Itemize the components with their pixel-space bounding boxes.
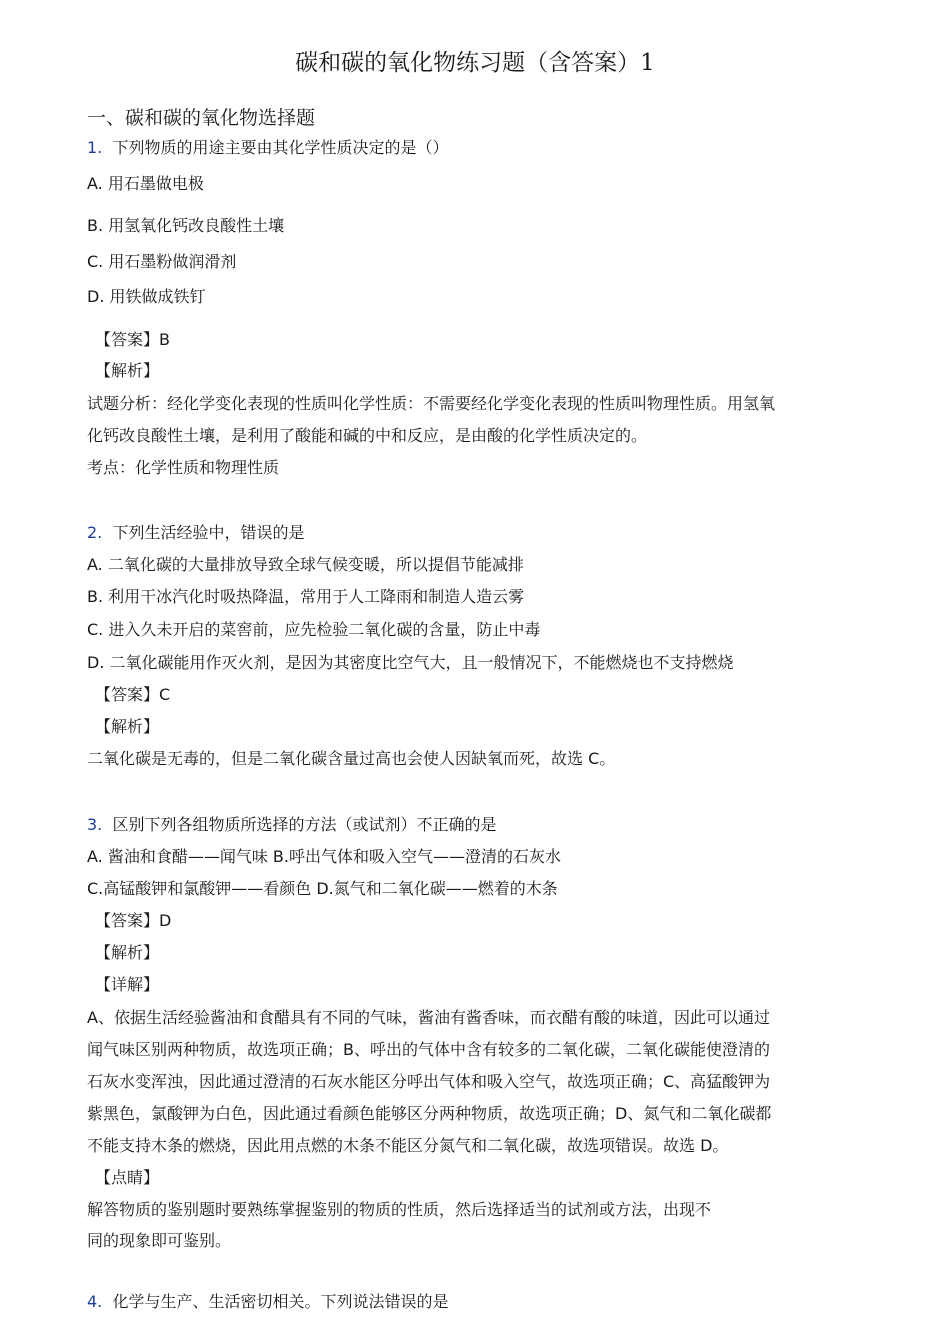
option-b: B. 用氢氧化钙改良酸性土壤 [87, 216, 285, 235]
question-stem: 化学与生产、生活密切相关。下列说法错误的是 [112, 1292, 449, 1311]
question-number: 3. [87, 815, 103, 834]
question-3 [87, 812, 496, 835]
detail-text: 紫黑色，氯酸钾为白色，因此通过看颜色能够区分两种物质，故选项正确；D、氮气和二氧化碳都 [87, 1104, 772, 1123]
analysis-text: 二氧化碳是无毒的，但是二氧化碳含量过高也会使人因缺氧而死，故选 C。 [87, 749, 616, 768]
detail-text: 不能支持木条的燃烧，因此用点燃的木条不能区分氮气和二氧化碳，故选项错误。故选 D。 [87, 1136, 729, 1155]
option-a: A. 用石墨做电极 [87, 174, 204, 193]
tip-text: 解答物质的鉴别题时要熟练掌握鉴别的物质的性质，然后选择适当的试剂或方法，出现不 [87, 1200, 712, 1219]
analysis-text: 考点：化学性质和物理性质 [87, 458, 280, 477]
answer-label: 【答案】D [95, 911, 172, 930]
option-c: C. 用石墨粉做润滑剂 [87, 252, 237, 271]
option-a: A. 二氧化碳的大量排放导致全球气候变暖，所以提倡节能减排 [87, 555, 524, 574]
analysis-text: 化钙改良酸性土壤，是利用了酸能和碱的中和反应，是由酸的化学性质决定的。 [87, 426, 648, 445]
question-2 [87, 520, 304, 543]
question-number: 1. [87, 138, 103, 157]
answer-label: 【答案】C [95, 685, 171, 704]
option-d: D. 二氧化碳能用作灭火剂，是因为其密度比空气大，且一般情况下，不能燃烧也不支持燃烧 [87, 653, 734, 672]
detail-text: A、依据生活经验酱油和食醋具有不同的气味，酱油有酱香味，而衣醋有酸的味道，因此可以通过 [87, 1008, 770, 1027]
question-stem: 下列物质的用途主要由其化学性质决定的是（） [112, 138, 449, 157]
detail-text: 闻气味区别两种物质，故选项正确；B、呼出的气体中含有较多的二氧化碳，二氧化碳能使澄清的 [87, 1040, 770, 1059]
question-number: 2. [87, 523, 103, 542]
option-c: C. 进入久未开启的菜窖前，应先检验二氧化碳的含量，防止中毒 [87, 620, 541, 639]
tip-text: 同的现象即可鉴别。 [87, 1231, 232, 1250]
analysis-label: 【解析】 [95, 943, 160, 962]
analysis-label: 【解析】 [95, 361, 160, 380]
question-stem: 下列生活经验中，错误的是 [112, 523, 305, 542]
tip-label: 【点睛】 [95, 1168, 160, 1187]
analysis-label: 【解析】 [95, 717, 160, 736]
option-b: B. 利用干冰汽化时吸热降温，常用于人工降雨和制造人造云雾 [87, 587, 525, 606]
options-row-2: C.高锰酸钾和氯酸钾——看颜色 D.氮气和二氧化碳——燃着的木条 [87, 879, 558, 898]
question-number: 4. [87, 1292, 103, 1311]
detail-text: 石灰水变浑浊，因此通过澄清的石灰水能区分呼出气体和吸入空气，故选项正确；C、高猛酸钾为 [87, 1072, 771, 1091]
section-heading: 一、碳和碳的氧化物选择题 [87, 107, 316, 129]
question-1 [87, 135, 448, 158]
option-d: D. 用铁做成铁钉 [87, 287, 206, 306]
question-stem: 区别下列各组物质所选择的方法（或试剂）不正确的是 [112, 815, 497, 834]
answer-label: 【答案】B [95, 330, 170, 349]
options-row-1: A. 酱油和食醋——闻气味 B.呼出气体和吸入空气——澄清的石灰水 [87, 847, 561, 866]
analysis-text: 试题分析：经化学变化表现的性质叫化学性质：不需要经化学变化表现的性质叫物理性质。用氢氧 [87, 394, 776, 413]
detail-label: 【详解】 [95, 975, 160, 994]
page-title: 碳和碳的氧化物练习题（含答案）1 [295, 50, 655, 76]
question-4 [87, 1289, 448, 1312]
